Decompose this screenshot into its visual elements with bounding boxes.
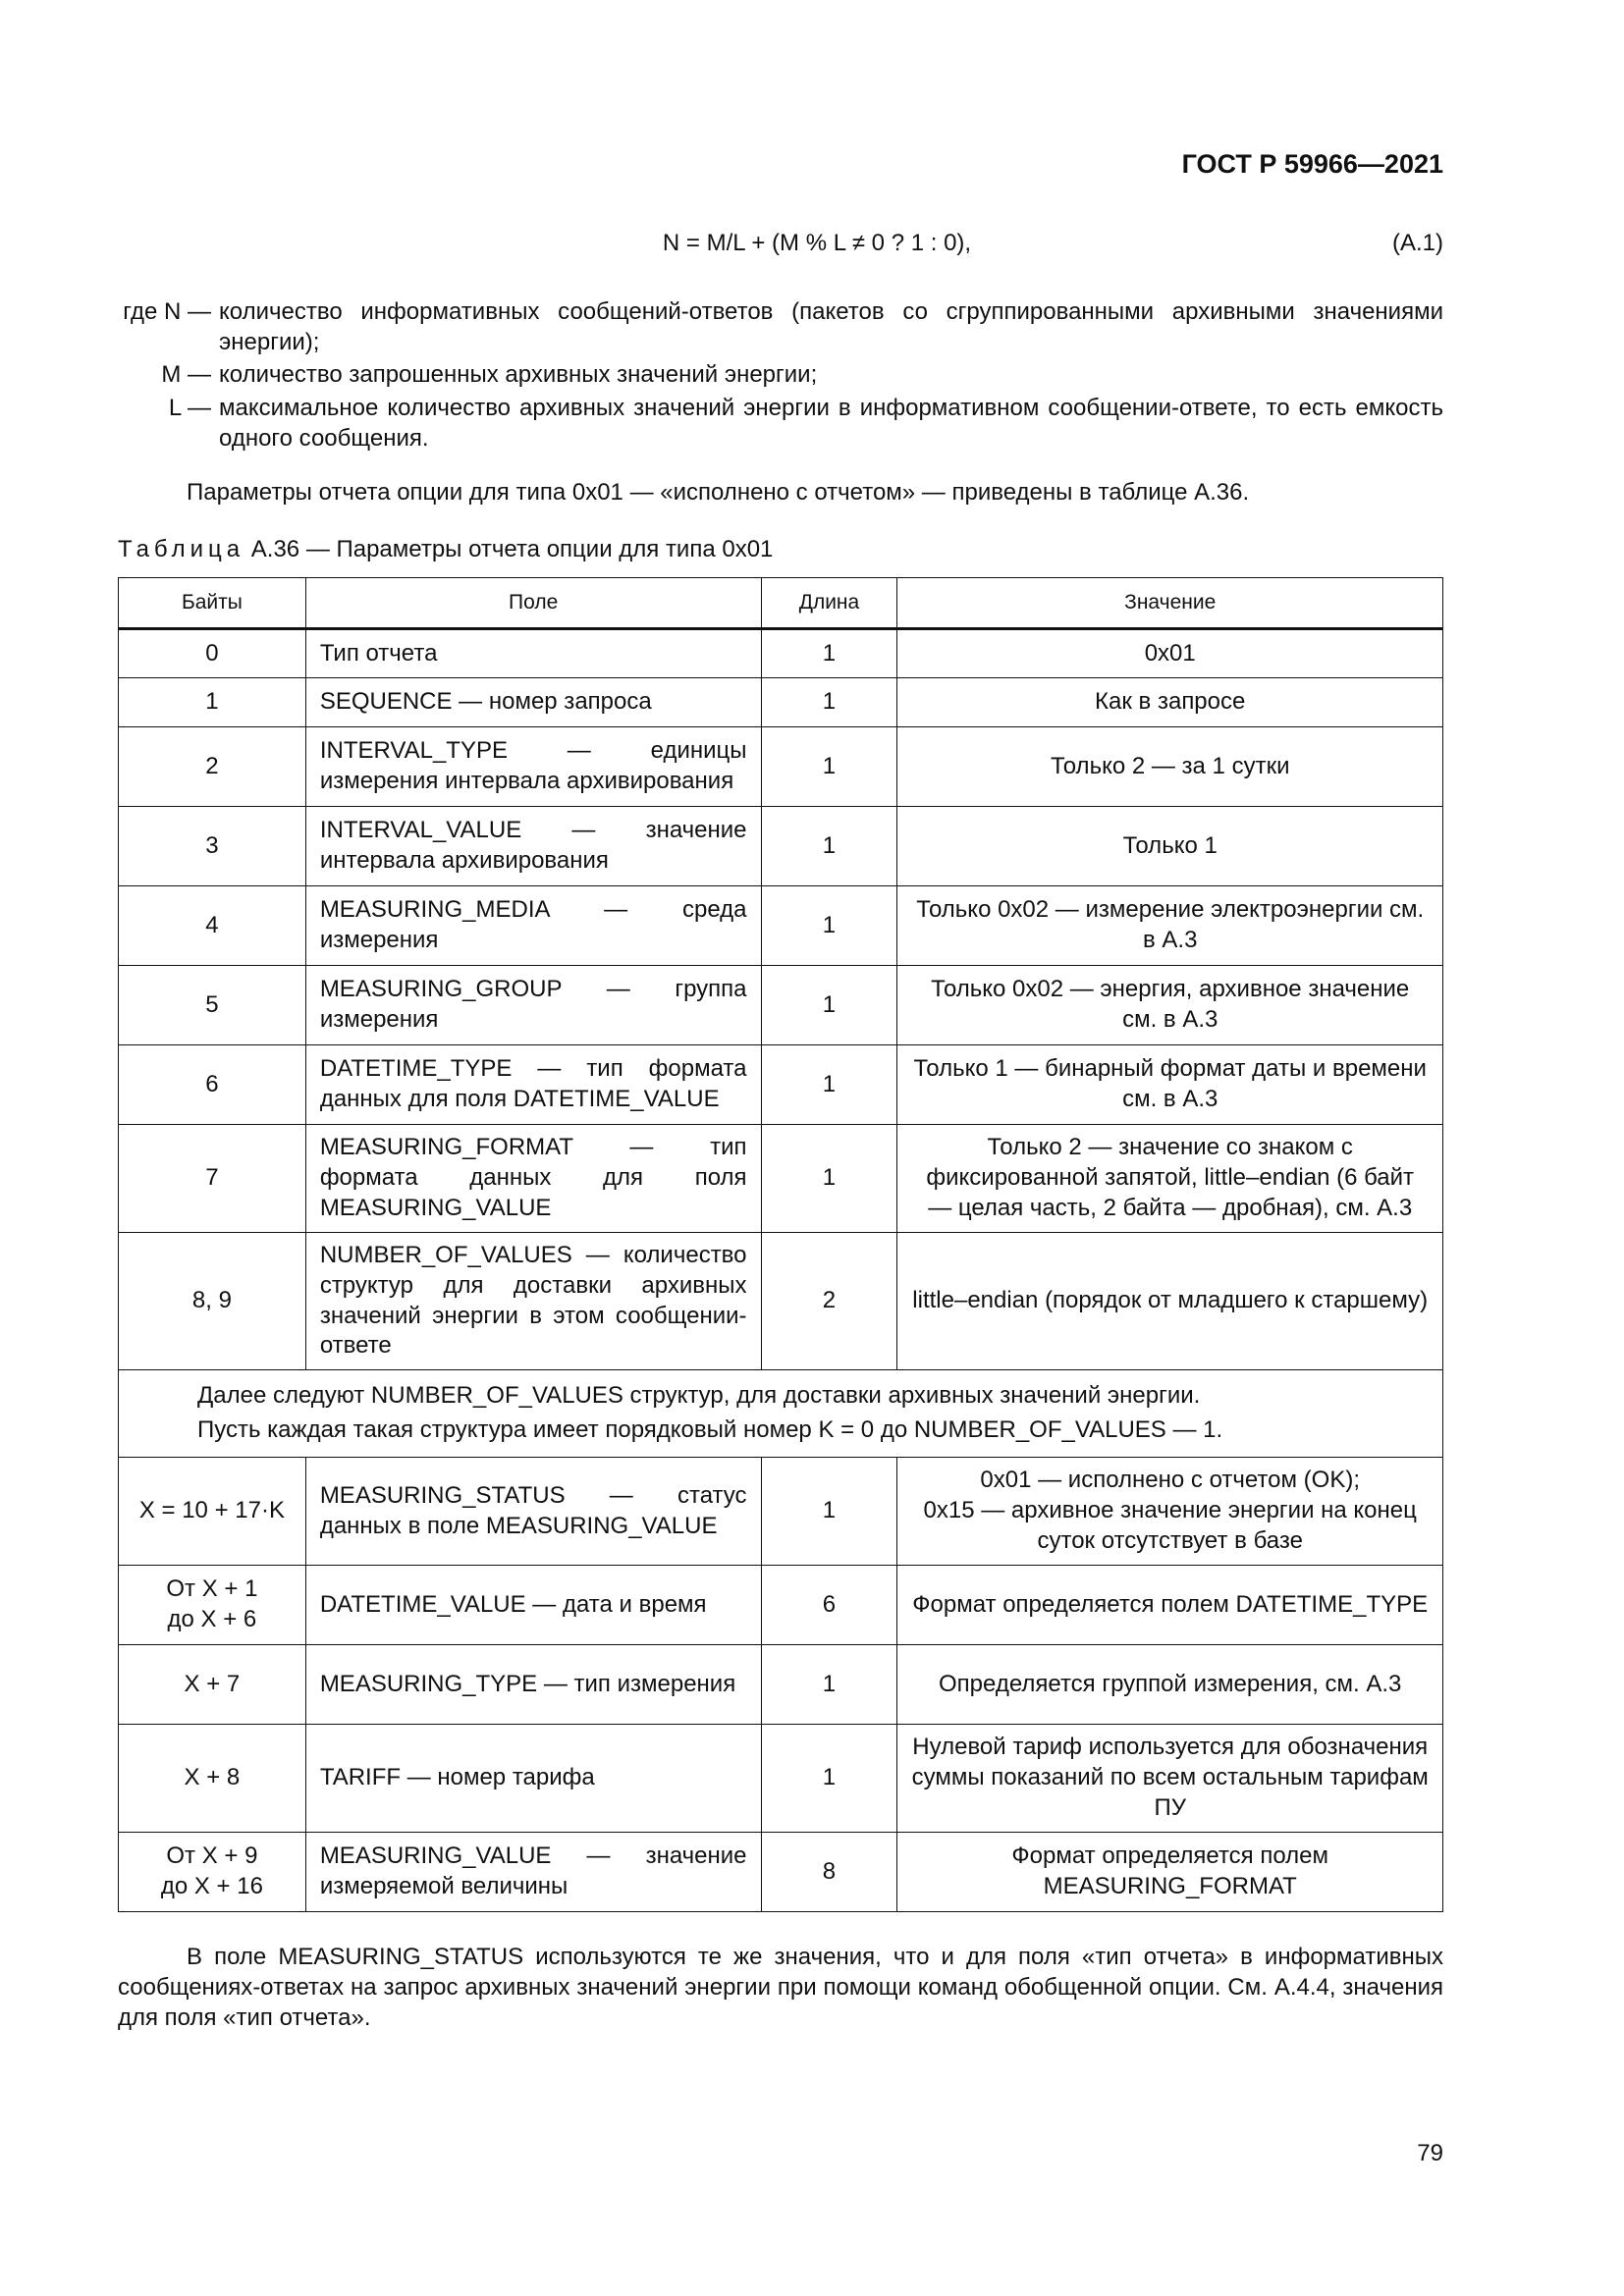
parameters-table xyxy=(118,577,1443,1912)
table-row xyxy=(119,1725,1443,1833)
cell-value-line: 0x15 — архивное значение энергии на конец суток отсутствует в базе xyxy=(923,1497,1417,1554)
cell-field: NUMBER_OF_VALUES — количество структур для доставки архивных значений энергии в этом сообщении-ответе xyxy=(305,1233,761,1370)
cell-bytes xyxy=(119,1566,306,1645)
table-row xyxy=(119,727,1443,807)
legend-term: M — xyxy=(161,361,211,389)
structure-note-line: Пусть каждая такая структура имеет порядковый номер K = 0 до NUMBER_OF_VALUES — 1. xyxy=(197,1416,1223,1443)
cell-value xyxy=(897,1833,1443,1912)
cell-value: Только 2 — значение со знаком с фиксированной запятой, little–endian (6 байт — целая часть, 2 байта — дробная), см. А.3 xyxy=(897,1125,1443,1233)
cell-value-line: Формат определяется полем MEASURING_FORMAT xyxy=(1011,1842,1328,1899)
cell-field: DATETIME_VALUE — дата и время xyxy=(305,1566,761,1645)
cell-value: Только 2 — за 1 сутки xyxy=(897,727,1443,807)
table-row xyxy=(119,1833,1443,1912)
table-row xyxy=(119,629,1443,678)
cell-bytes: 5 xyxy=(119,966,306,1045)
table-caption xyxy=(118,534,773,564)
legend-term: L — xyxy=(168,394,211,421)
cell-length: 1 xyxy=(761,1458,897,1566)
cell-bytes-line: X = 10 + 17·K xyxy=(138,1497,285,1524)
cell-bytes: 7 xyxy=(119,1125,306,1233)
cell-value: 0x01 xyxy=(897,629,1443,678)
formula: N = M/L + (M % L ≠ 0 ? 1 : 0), xyxy=(662,230,972,256)
table-row xyxy=(119,1645,1443,1725)
cell-bytes-line: От X + 1 xyxy=(166,1575,258,1603)
cell-length: 1 xyxy=(761,1045,897,1125)
structure-note xyxy=(119,1370,1443,1458)
cell-length: 1 xyxy=(761,1125,897,1233)
cell-value: Только 0x02 — энергия, архивное значение см. в А.3 xyxy=(897,966,1443,1045)
cell-bytes xyxy=(119,1645,306,1725)
table-caption-word: Таблица xyxy=(118,536,245,562)
cell-field: INTERVAL_VALUE — значение интервала архивирования xyxy=(305,807,761,886)
cell-field: DATETIME_TYPE — тип формата данных для поля DATETIME_VALUE xyxy=(305,1045,761,1125)
legend-item xyxy=(118,393,1443,454)
cell-bytes xyxy=(119,1833,306,1912)
table-note-row xyxy=(119,1370,1443,1458)
cell-length: 1 xyxy=(761,1725,897,1833)
cell-field: INTERVAL_TYPE — единицы измерения интервала архивирования xyxy=(305,727,761,807)
table-row xyxy=(119,1125,1443,1233)
cell-value: Только 1 — бинарный формат даты и времени см. в А.3 xyxy=(897,1045,1443,1125)
cell-length: 1 xyxy=(761,727,897,807)
table-row xyxy=(119,807,1443,886)
cell-length: 8 xyxy=(761,1833,897,1912)
legend-text: количество запрошенных архивных значений энергии; xyxy=(219,361,818,389)
table-caption-text: А.36 — Параметры отчета опции для типа 0x01 xyxy=(250,536,774,562)
legend-term: где N — xyxy=(123,298,211,325)
document-header: ГОСТ Р 59966—2021 xyxy=(1181,149,1443,179)
cell-bytes-line: От X + 9 xyxy=(166,1842,258,1870)
table-header-row xyxy=(119,578,1443,629)
cell-value: Как в запросе xyxy=(897,678,1443,727)
table-row xyxy=(119,966,1443,1045)
intro-paragraph: Параметры отчета опции для типа 0x01 — «исполнено с отчетом» — приведены в таблице А.36. xyxy=(187,479,1250,506)
table-row xyxy=(119,678,1443,727)
cell-bytes: 3 xyxy=(119,807,306,886)
column-header-value: Значение xyxy=(897,578,1443,629)
formula-legend xyxy=(118,296,1443,455)
cell-value xyxy=(897,1566,1443,1645)
cell-value xyxy=(897,1725,1443,1833)
cell-value-line: Нулевой тариф используется для обозначения суммы показаний по всем остальным тарифам ПУ xyxy=(911,1734,1429,1821)
cell-field: MEASURING_FORMAT — тип формата данных для поля MEASURING_VALUE xyxy=(305,1125,761,1233)
cell-bytes: 6 xyxy=(119,1045,306,1125)
cell-length: 2 xyxy=(761,1233,897,1370)
cell-length: 1 xyxy=(761,966,897,1045)
cell-field: SEQUENCE — номер запроса xyxy=(305,678,761,727)
formula-number: (А.1) xyxy=(1391,230,1443,256)
cell-bytes: 2 xyxy=(119,727,306,807)
cell-field: MEASURING_MEDIA — среда измерения xyxy=(305,886,761,966)
cell-length: 1 xyxy=(761,886,897,966)
cell-bytes: 1 xyxy=(119,678,306,727)
table-row xyxy=(119,1458,1443,1566)
cell-field: MEASURING_STATUS — статус данных в поле MEASURING_VALUE xyxy=(305,1458,761,1566)
cell-value: Только 0x02 — измерение электроэнергии см. в А.3 xyxy=(897,886,1443,966)
cell-bytes: 4 xyxy=(119,886,306,966)
cell-bytes-line: X + 7 xyxy=(184,1670,241,1697)
cell-value: little–endian (порядок от младшего к старшему) xyxy=(897,1233,1443,1370)
cell-length: 6 xyxy=(761,1566,897,1645)
cell-field: Тип отчета xyxy=(305,629,761,678)
cell-length: 1 xyxy=(761,807,897,886)
cell-bytes: 0 xyxy=(119,629,306,678)
legend-text: количество информативных сообщений-ответов (пакетов со сгруппированными архивными значениями энергии); xyxy=(219,298,1443,356)
structure-note-line: Далее следуют NUMBER_OF_VALUES структур, для доставки архивных значений энергии. xyxy=(197,1382,1201,1410)
cell-bytes xyxy=(119,1725,306,1833)
cell-value xyxy=(897,1645,1443,1725)
closing-paragraph: В поле MEASURING_STATUS используются те же значения, что и для поля «тип отчета» в информативных сообщениях-ответах на запрос архивных значений энергии при помощи команд обобщенной опции. См. А.4.4, значения для поля «тип отчета». xyxy=(118,1944,1443,2032)
cell-bytes xyxy=(119,1458,306,1566)
cell-value-line: Определяется группой измерения, см. А.3 xyxy=(939,1670,1402,1697)
cell-length: 1 xyxy=(761,678,897,727)
cell-value: Только 1 xyxy=(897,807,1443,886)
cell-length: 1 xyxy=(761,629,897,678)
column-header-length: Длина xyxy=(761,578,897,629)
page-number: 79 xyxy=(1417,2140,1443,2166)
cell-field: MEASURING_VALUE — значение измеряемой величины xyxy=(305,1833,761,1912)
legend-item xyxy=(118,296,1443,357)
cell-field: TARIFF — номер тарифа xyxy=(305,1725,761,1833)
cell-length: 1 xyxy=(761,1645,897,1725)
cell-bytes-line: X + 8 xyxy=(184,1764,241,1791)
cell-bytes: 8, 9 xyxy=(119,1233,306,1370)
cell-field: MEASURING_TYPE — тип измерения xyxy=(305,1645,761,1725)
table-row xyxy=(119,1233,1443,1370)
column-header-bytes: Байты xyxy=(119,578,306,629)
cell-bytes-line: до X + 16 xyxy=(160,1873,263,1899)
table-row xyxy=(119,1566,1443,1645)
table-row xyxy=(119,886,1443,966)
cell-value xyxy=(897,1458,1443,1566)
legend-text: максимальное количество архивных значений энергии в информативном сообщении-ответе, то есть емкость одного сообщения. xyxy=(219,394,1443,452)
column-header-field: Поле xyxy=(305,578,761,629)
cell-bytes-line: до X + 6 xyxy=(167,1606,257,1632)
legend-item xyxy=(118,359,1443,390)
cell-field: MEASURING_GROUP — группа измерения xyxy=(305,966,761,1045)
cell-value-line: Формат определяется полем DATETIME_TYPE xyxy=(912,1590,1429,1618)
cell-value-line: 0x01 — исполнено с отчетом (OK); xyxy=(980,1467,1360,1494)
table-row xyxy=(119,1045,1443,1125)
